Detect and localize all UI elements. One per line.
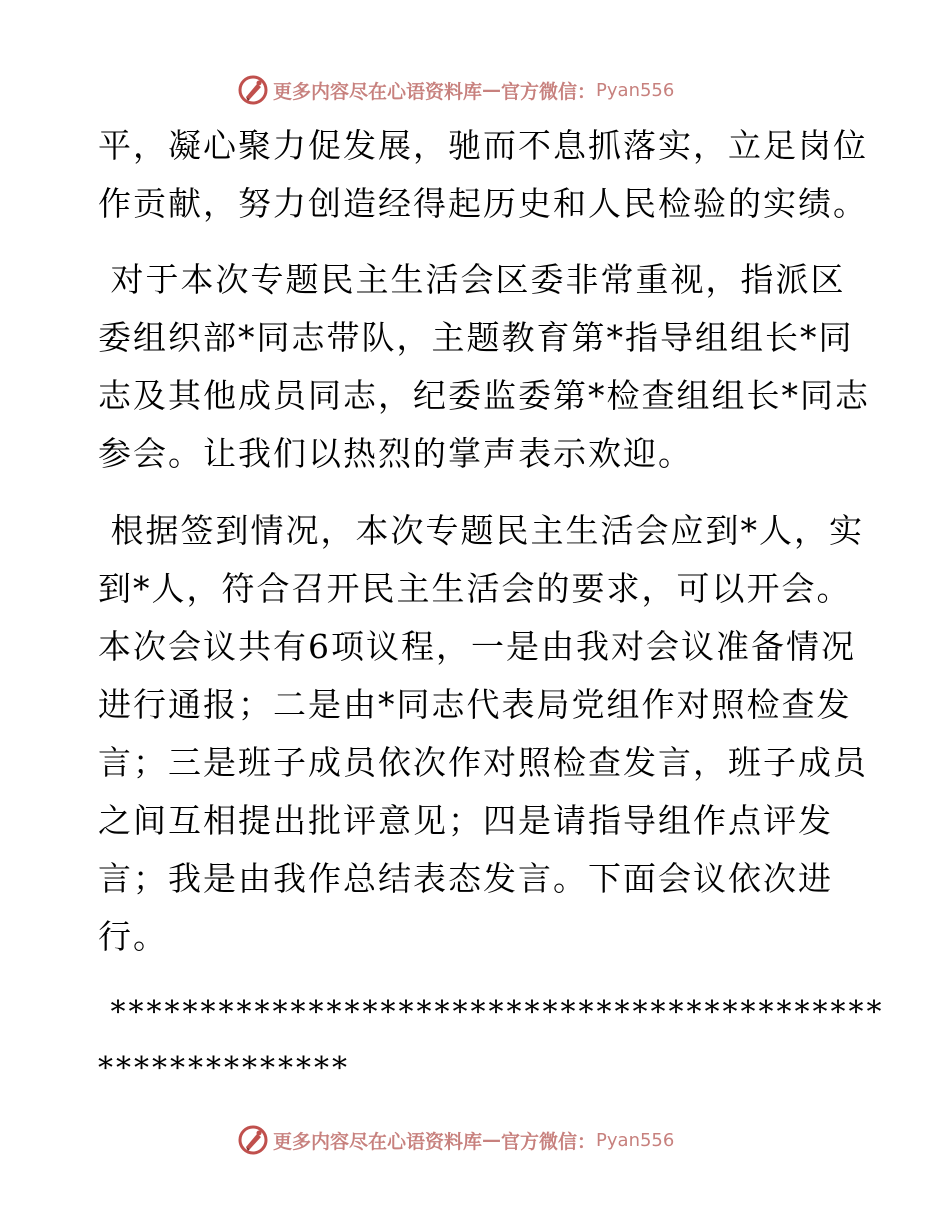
asterisk-separator [98, 985, 885, 1097]
paragraph-1 [98, 117, 868, 233]
text-line: 言；三是班子成员依次作对照检查发言，班子成员 [98, 743, 868, 782]
text-line: 到*人，符合召开民主生活会的要求，可以开会。 [98, 569, 852, 608]
text-line: 作贡献，努力创造经得起历史和人民检验的实绩。 [98, 184, 868, 223]
text-line: 委组织部*同志带队，主题教育第*指导组组长*同 [98, 318, 854, 357]
text-line: 对于本次专题民主生活会区委非常重视，指派区 [98, 260, 846, 299]
text-line: 根据签到情况，本次专题民主生活会应到*人，实 [98, 511, 864, 550]
text-line: 言；我是由我作总结表态发言。下面会议依次进 [98, 859, 833, 898]
banner-wechat-label: 官方微信： [501, 80, 597, 103]
text-line: 本次会议共有6项议程，一是由我对会议准备情况 [98, 627, 856, 666]
pen-in-circle-logo-icon [237, 1124, 269, 1156]
text-line: 参会。让我们以热烈的掌声表示欢迎。 [98, 434, 693, 473]
banner-wechat-label: 官方微信： [501, 1130, 597, 1153]
text-line: 进行通报；二是由*同志代表局党组作对照检查发 [98, 685, 852, 724]
text-line: 志及其他成员同志，纪委监委第*检查组组长*同志 [98, 376, 870, 415]
pen-in-circle-logo-icon [237, 74, 269, 106]
banner-main-text: 更多内容尽在心语资料库 [273, 80, 483, 103]
banner-wechat-id: Pyan556 [596, 1129, 675, 1151]
paragraph-2 [98, 251, 870, 483]
banner-dash: — [482, 1129, 502, 1151]
text-line: 平，凝心聚力促发展，驰而不息抓落实，立足岗位 [98, 126, 868, 165]
banner-wechat-id: Pyan556 [596, 79, 675, 101]
separator-line: ******************************************* [98, 995, 885, 1030]
banner-dash: — [482, 79, 502, 101]
separator-line: ************** [98, 1051, 350, 1086]
paragraph-3 [98, 502, 868, 966]
banner-main-text: 更多内容尽在心语资料库 [273, 1130, 483, 1153]
text-line: 行。 [98, 917, 168, 956]
footer-watermark-banner [237, 1123, 674, 1157]
text-line: 之间互相提出批评意见；四是请指导组作点评发 [98, 801, 833, 840]
header-watermark-banner [237, 73, 674, 107]
